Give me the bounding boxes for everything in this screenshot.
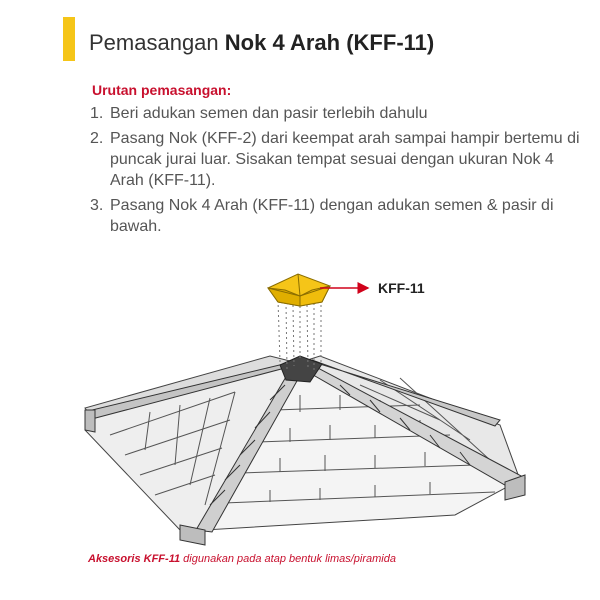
- kff-11-part: [268, 274, 330, 306]
- caption-text: digunakan pada atap bentuk limas/piramida: [183, 553, 396, 565]
- step-number: 3.: [90, 197, 104, 214]
- callout-label: KFF-11: [378, 280, 425, 296]
- roof-diagram: [0, 260, 600, 550]
- step-text: Beri adukan semen dan pasir terlebih dahulu: [110, 105, 428, 122]
- title-product: Nok 4 Arah (KFF-11): [224, 30, 435, 55]
- step-number: 1.: [90, 105, 104, 122]
- accent-bar: [63, 17, 75, 61]
- step-item: [90, 128, 580, 191]
- steps-heading: Urutan pemasangan:: [92, 82, 232, 98]
- caption-bold: Aksesoris KFF-11: [88, 553, 181, 565]
- page-title: [89, 30, 434, 56]
- caption: [88, 553, 396, 565]
- title-prefix: Pemasangan: [89, 30, 219, 55]
- step-text: Pasang Nok (KFF-2) dari keempat arah sampai hampir bertemu di puncak jurai luar. Sisakan tempat sesuai dengan ukuran Nok 4 Arah (KFF-11).: [110, 130, 580, 189]
- step-item: [90, 103, 580, 124]
- step-item: [90, 195, 580, 237]
- step-number: 2.: [90, 130, 104, 147]
- steps-list: [90, 103, 580, 241]
- step-text: Pasang Nok 4 Arah (KFF-11) dengan adukan semen & pasir di bawah.: [110, 197, 554, 235]
